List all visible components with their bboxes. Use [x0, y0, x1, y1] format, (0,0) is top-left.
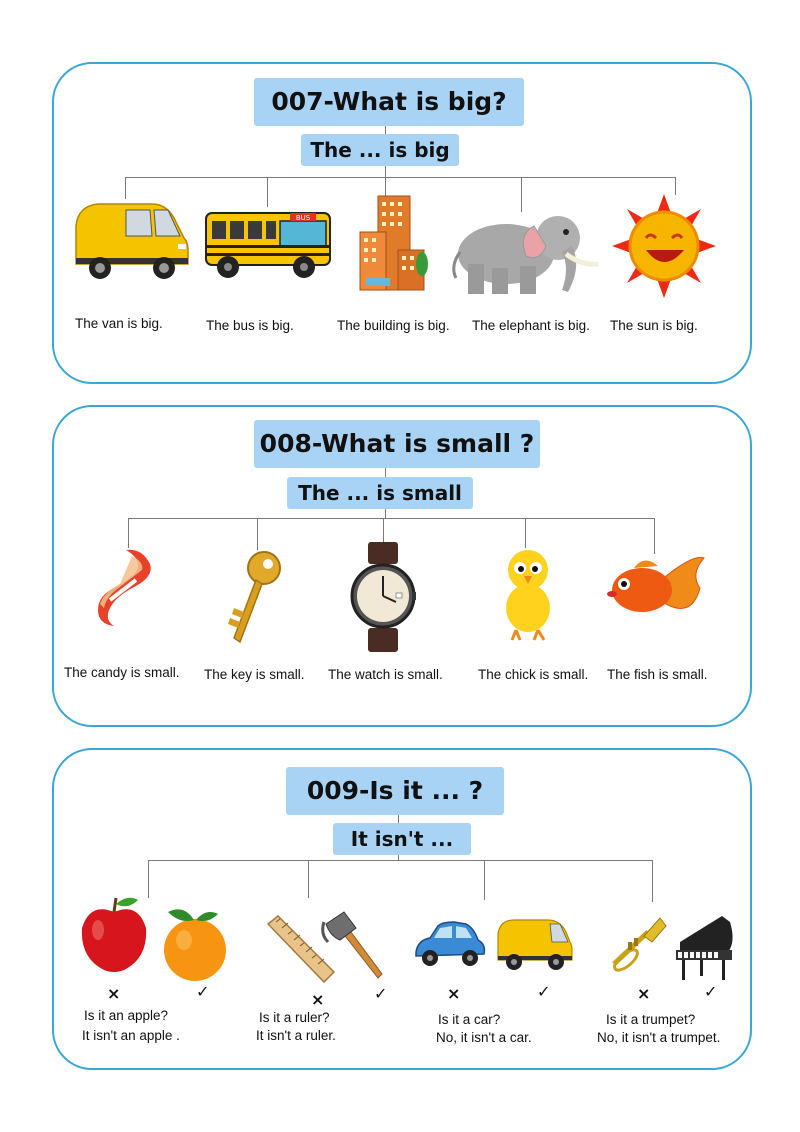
bus-sign-text: BUS	[295, 214, 311, 222]
connector	[398, 815, 399, 823]
question-apple: Is it an apple?	[84, 1008, 169, 1023]
caption-watch: The watch is small.	[328, 667, 443, 682]
connector	[383, 518, 384, 542]
candy-image	[92, 546, 156, 628]
cross-mark: ×	[637, 984, 651, 1003]
caption-chick: The chick is small.	[478, 667, 589, 682]
building-image	[356, 194, 428, 294]
caption-sun: The sun is big.	[610, 318, 698, 333]
section-008-subtitle: The ... is small	[287, 477, 473, 509]
caption-elephant: The elephant is big.	[472, 318, 590, 333]
van-image	[70, 198, 190, 284]
connector	[267, 177, 268, 207]
car-image	[412, 918, 488, 970]
caption-building: The building is big.	[337, 318, 450, 333]
key-image	[226, 550, 286, 646]
answer-ruler: It isn't a ruler.	[256, 1028, 336, 1043]
connector	[257, 518, 258, 550]
connector	[308, 860, 309, 898]
section-007-subtitle: The ... is big	[301, 134, 459, 166]
check-mark: ✓	[374, 984, 388, 1003]
answer-apple: It isn't an apple .	[82, 1028, 180, 1043]
cross-mark: ×	[311, 990, 325, 1009]
watch-image	[350, 542, 416, 652]
question-car: Is it a car?	[438, 1012, 501, 1027]
sun-image	[612, 194, 716, 298]
section-009-title: 009-Is it ... ?	[286, 767, 504, 815]
caption-van: The van is big.	[75, 316, 163, 331]
fish-image	[604, 548, 708, 630]
caption-candy: The candy is small.	[64, 665, 180, 680]
connector	[128, 518, 129, 548]
connector	[385, 126, 386, 134]
cross-mark: ×	[107, 984, 121, 1003]
check-mark: ✓	[537, 982, 551, 1001]
connector	[675, 177, 676, 195]
orange-image	[160, 904, 230, 982]
van-small-image	[494, 916, 574, 972]
connector	[525, 518, 526, 548]
caption-fish: The fish is small.	[607, 667, 708, 682]
answer-trumpet: No, it isn't a trumpet.	[597, 1030, 721, 1045]
section-008-title: 008-What is small ?	[254, 420, 540, 468]
question-ruler: Is it a ruler?	[259, 1010, 330, 1025]
hammer-image	[320, 910, 384, 982]
connector	[484, 860, 485, 900]
connector-bar	[128, 518, 654, 519]
connector	[125, 177, 126, 199]
connector	[385, 509, 386, 518]
apple-image	[78, 894, 150, 974]
caption-key: The key is small.	[204, 667, 305, 682]
check-mark: ✓	[704, 982, 718, 1001]
connector-bar	[148, 860, 652, 861]
piano-image	[672, 912, 738, 984]
caption-bus: The bus is big.	[206, 318, 294, 333]
connector	[385, 166, 386, 177]
answer-car: No, it isn't a car.	[436, 1030, 532, 1045]
elephant-image	[448, 206, 600, 296]
connector-bar	[125, 177, 675, 178]
chick-image	[498, 546, 558, 642]
section-009-subtitle: It isn't ...	[333, 823, 471, 855]
question-trumpet: Is it a trumpet?	[606, 1012, 696, 1027]
trumpet-image	[608, 914, 668, 974]
cross-mark: ×	[447, 984, 461, 1003]
connector	[652, 860, 653, 902]
bus-image	[204, 207, 332, 281]
check-mark: ✓	[196, 982, 210, 1001]
connector	[385, 468, 386, 477]
connector	[148, 860, 149, 898]
section-007-title: 007-What is big?	[254, 78, 524, 126]
